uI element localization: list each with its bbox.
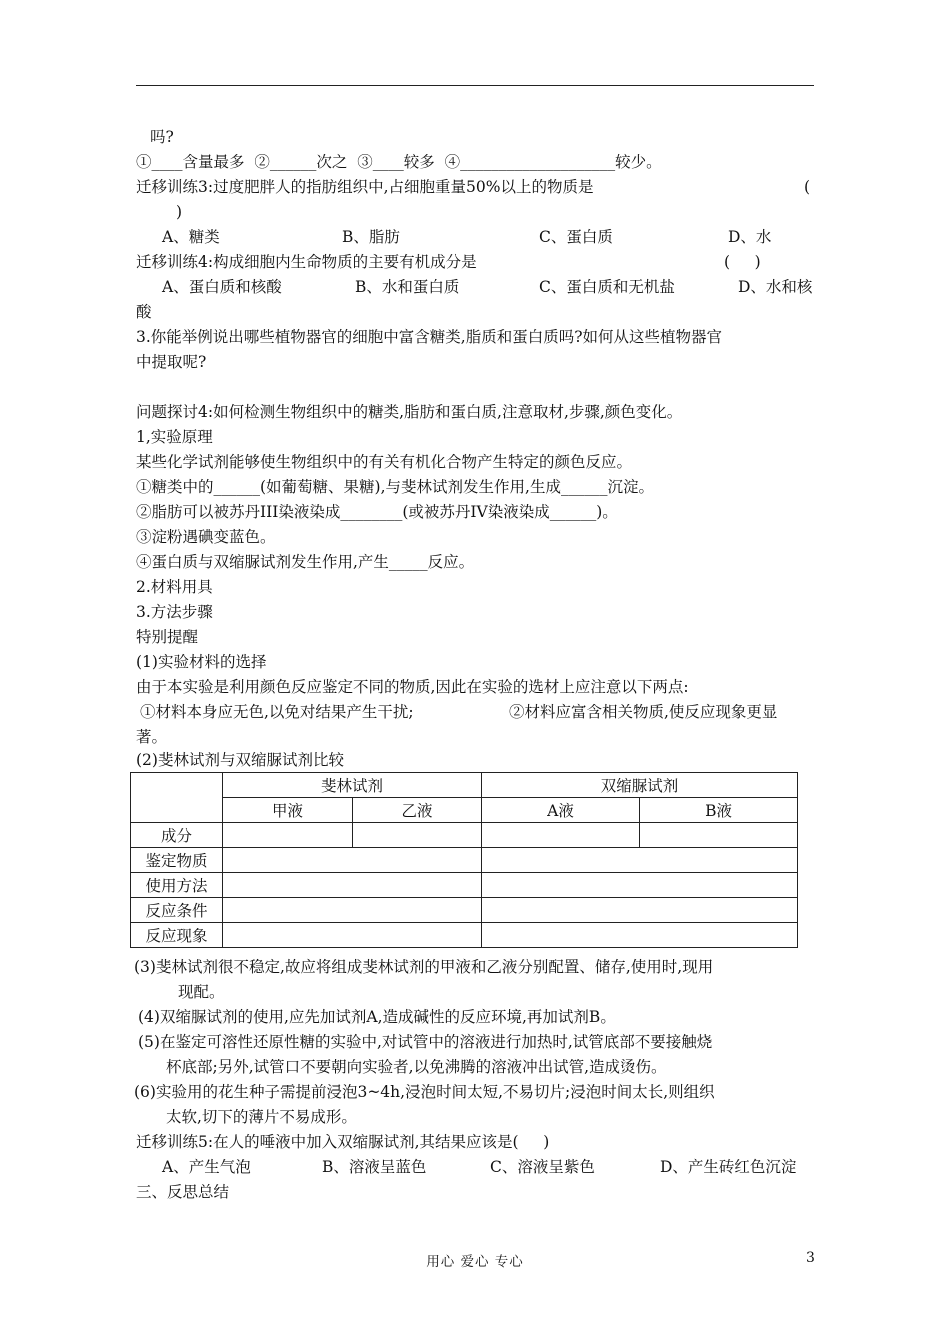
subheader-a: A液	[482, 798, 640, 823]
table-cell	[223, 923, 482, 948]
table-row	[131, 848, 798, 873]
table-cell	[482, 898, 798, 923]
tip-1-point-b: ②材料应富含相关物质,使反应现象更显	[509, 703, 778, 721]
section-heading: 三、反思总结	[136, 1183, 230, 1201]
reagent-comparison-table	[130, 772, 798, 948]
option-d: D、水	[728, 228, 772, 246]
section-heading: 3.方法步骤	[136, 603, 213, 621]
table-cell	[223, 848, 482, 873]
page-number: 3	[806, 1250, 815, 1266]
table-row	[131, 873, 798, 898]
section-heading: 2.材料用具	[136, 578, 213, 596]
answer-paren-close: )	[176, 203, 183, 221]
table-cell	[482, 848, 798, 873]
subheader-jia: 甲液	[223, 798, 353, 823]
fill-in-line: ①____含量最多 ②______次之 ③____较多 ④____________________较少。	[136, 153, 662, 171]
row-label: 使用方法	[131, 873, 223, 898]
tip-5-line1: (5)在鉴定可溶性还原性糖的实验中,对试管中的溶液进行加热时,试管底部不要接触烧	[138, 1033, 713, 1051]
table-cell	[223, 873, 482, 898]
answer-paren-open: (	[804, 178, 811, 196]
option-b: B、脂肪	[342, 228, 400, 246]
principle-item-3: ③淀粉遇碘变蓝色。	[136, 528, 276, 546]
tip-3-line2: 现配。	[178, 983, 225, 1001]
section-heading: 1,实验原理	[136, 428, 213, 446]
question-3-line2: 中提取呢?	[136, 353, 207, 371]
tip-5-line2: 杯底部;另外,试管口不要朝向实验者,以免沸腾的溶液冲出试管,造成烫伤。	[166, 1058, 667, 1076]
header-fehling: 斐林试剂	[223, 773, 482, 798]
option-c: C、蛋白质	[539, 228, 613, 246]
exercise-3-question: 迁移训练3:过度肥胖人的指肪组织中,占细胞重量50%以上的物质是	[136, 178, 594, 196]
question-3-line1: 3.你能举例说出哪些植物器官的细胞中富含糖类,脂质和蛋白质吗?如何从这些植物器官	[136, 328, 723, 346]
paragraph: 某些化学试剂能够使生物组织中的有关有机化合物产生特定的颜色反应。	[136, 453, 633, 471]
table-cell	[353, 823, 482, 848]
paragraph: 由于本实验是利用颜色反应鉴定不同的物质,因此在实验的选材上应注意以下两点:	[136, 678, 689, 696]
text-line: 吗?	[150, 128, 174, 146]
option-d: D、水和核	[738, 278, 813, 296]
answer-paren: ( )	[724, 253, 761, 271]
header-biuret: 双缩脲试剂	[482, 773, 798, 798]
tip-3-line1: (3)斐林试剂很不稳定,故应将组成斐林试剂的甲液和乙液分别配置、储存,使用时,现用	[134, 958, 714, 976]
tip-heading: 特别提醒	[136, 628, 199, 646]
subheader-yi: 乙液	[353, 798, 482, 823]
principle-item-2: ②脂肪可以被苏丹III染液染成________(或被苏丹IV染液染成______)。	[136, 503, 618, 521]
table-cell	[482, 823, 640, 848]
table-cell	[482, 923, 798, 948]
tip-2: (2)斐林试剂与双缩脲试剂比较	[136, 751, 344, 769]
option-d: D、产生砖红色沉淀	[660, 1158, 797, 1176]
row-label: 反应现象	[131, 923, 223, 948]
tip-4: (4)双缩脲试剂的使用,应先加试剂A,造成碱性的反应环境,再加试剂B。	[138, 1008, 616, 1026]
principle-item-1: ①糖类中的______(如葡萄糖、果糖),与斐林试剂发生作用,生成______沉淀。	[136, 478, 654, 496]
tip-6-line2: 太软,切下的薄片不易成形。	[166, 1108, 357, 1126]
header-rule	[136, 85, 814, 86]
exercise-5-question: 迁移训练5:在人的唾液中加入双缩脲试剂,其结果应该是( )	[136, 1133, 550, 1151]
exercise-4-question: 迁移训练4:构成细胞内生命物质的主要有机成分是	[136, 253, 477, 271]
table-row	[131, 923, 798, 948]
option-a: A、糖类	[162, 228, 220, 246]
option-c: C、蛋白质和无机盐	[539, 278, 675, 296]
problem-4: 问题探讨4:如何检测生物组织中的糖类,脂肪和蛋白质,注意取材,步骤,颜色变化。	[136, 403, 683, 421]
tip-1: (1)实验材料的选择	[136, 653, 267, 671]
table-cell	[223, 898, 482, 923]
table-row	[131, 898, 798, 923]
table-cell	[223, 823, 353, 848]
option-c: C、溶液呈紫色	[490, 1158, 595, 1176]
row-label: 成分	[131, 823, 223, 848]
subheader-b: B液	[640, 798, 798, 823]
row-label: 鉴定物质	[131, 848, 223, 873]
option-b: B、水和蛋白质	[355, 278, 460, 296]
principle-item-4: ④蛋白质与双缩脲试剂发生作用,产生_____反应。	[136, 553, 475, 571]
table-cell	[640, 823, 798, 848]
table-cell	[482, 873, 798, 898]
option-d-cont: 酸	[136, 303, 152, 321]
option-b: B、溶液呈蓝色	[322, 1158, 427, 1176]
tip-1-point-b-cont: 著。	[136, 728, 168, 746]
table-row	[131, 823, 798, 848]
option-a: A、产生气泡	[162, 1158, 251, 1176]
tip-1-point-a: ①材料本身应无色,以免对结果产生干扰;	[140, 703, 414, 721]
tip-6-line1: (6)实验用的花生种子需提前浸泡3~4h,浸泡时间太短,不易切片;浸泡时间太长,则组织	[134, 1083, 715, 1101]
option-a: A、蛋白质和核酸	[162, 278, 282, 296]
footer-text: 用心 爱心 专心	[426, 1254, 524, 1270]
table-corner-cell	[131, 773, 223, 823]
row-label: 反应条件	[131, 898, 223, 923]
